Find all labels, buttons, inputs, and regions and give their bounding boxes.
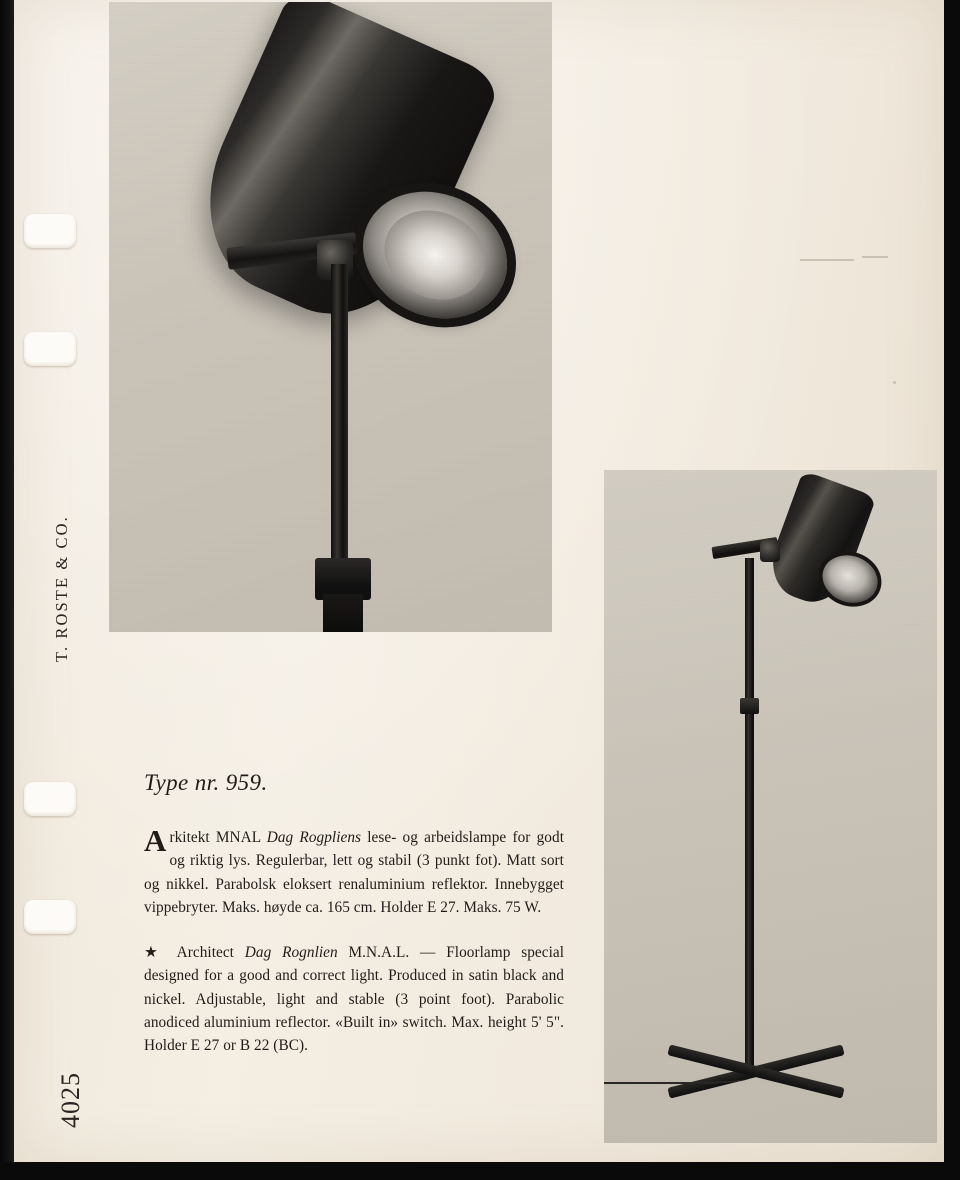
star-icon: ★ (144, 944, 167, 961)
binder-hole (24, 214, 76, 248)
floorlamp-pole-shape (745, 558, 754, 1074)
lamp-stem-shape (331, 264, 348, 596)
scan-artifact (800, 259, 854, 261)
designer-name-italic: Dag Rognlien (244, 944, 338, 961)
binder-hole (24, 332, 76, 366)
scan-edge-left (0, 0, 14, 1180)
photo-grain-overlay (604, 470, 937, 1143)
floor-lamp-photo (604, 470, 937, 1143)
maker-mark-vertical-text: T. ROSTE & CO. (52, 515, 71, 662)
scan-edge-right (944, 0, 960, 1180)
lamp-clamp-lower-shape (323, 594, 363, 632)
page-code-vertical-text: 4025 (56, 1072, 85, 1128)
scan-artifact (862, 256, 888, 258)
paragraph-en-part-a: Architect (166, 944, 245, 961)
description-paragraph-english (144, 941, 564, 1057)
product-description-block (144, 770, 564, 1079)
type-number-heading: Type nr. 959. (144, 770, 268, 795)
scan-artifact (893, 381, 896, 384)
description-paragraph-norwegian (144, 823, 564, 919)
binder-hole (24, 900, 76, 934)
scan-edge-bottom (0, 1162, 960, 1180)
floorlamp-pivot-knob-shape (760, 540, 780, 562)
desk-lamp-head-photo (109, 2, 552, 632)
paragraph-no-part-a: rkitekt MNAL (169, 829, 267, 846)
designer-name-italic: Dag Rogpliens (266, 829, 362, 846)
binder-hole (24, 782, 76, 816)
lamp-reflector-inner-shape (370, 195, 500, 316)
floorlamp-power-cord-shape (604, 1068, 750, 1084)
paragraph-no-part-b: lese- og arbeidslampe for godt og riktig lys. Regulerbar, lett og stabil (3 punkt fot). Matt sort og nikkel. Parabolsk eloksert renaluminium reflektor. Innebygget vippebryter. Maks. høyde ca. 165 cm. Holder E 27. Maks. 75 W. (144, 829, 564, 916)
drop-capital-letter: A (144, 823, 167, 858)
paragraph-en-part-b: M.N.A.L. — Floorlamp special designed for a good and correct light. Produced in satin black and nickel. Adjustable, light and stable (3 point foot). Parabolic anodiced aluminium reflector. «Built in» switch. Max. height 5' 5". Holder E 27 or B 22 (BC). (144, 944, 565, 1054)
floorlamp-height-collar-shape (740, 698, 759, 714)
